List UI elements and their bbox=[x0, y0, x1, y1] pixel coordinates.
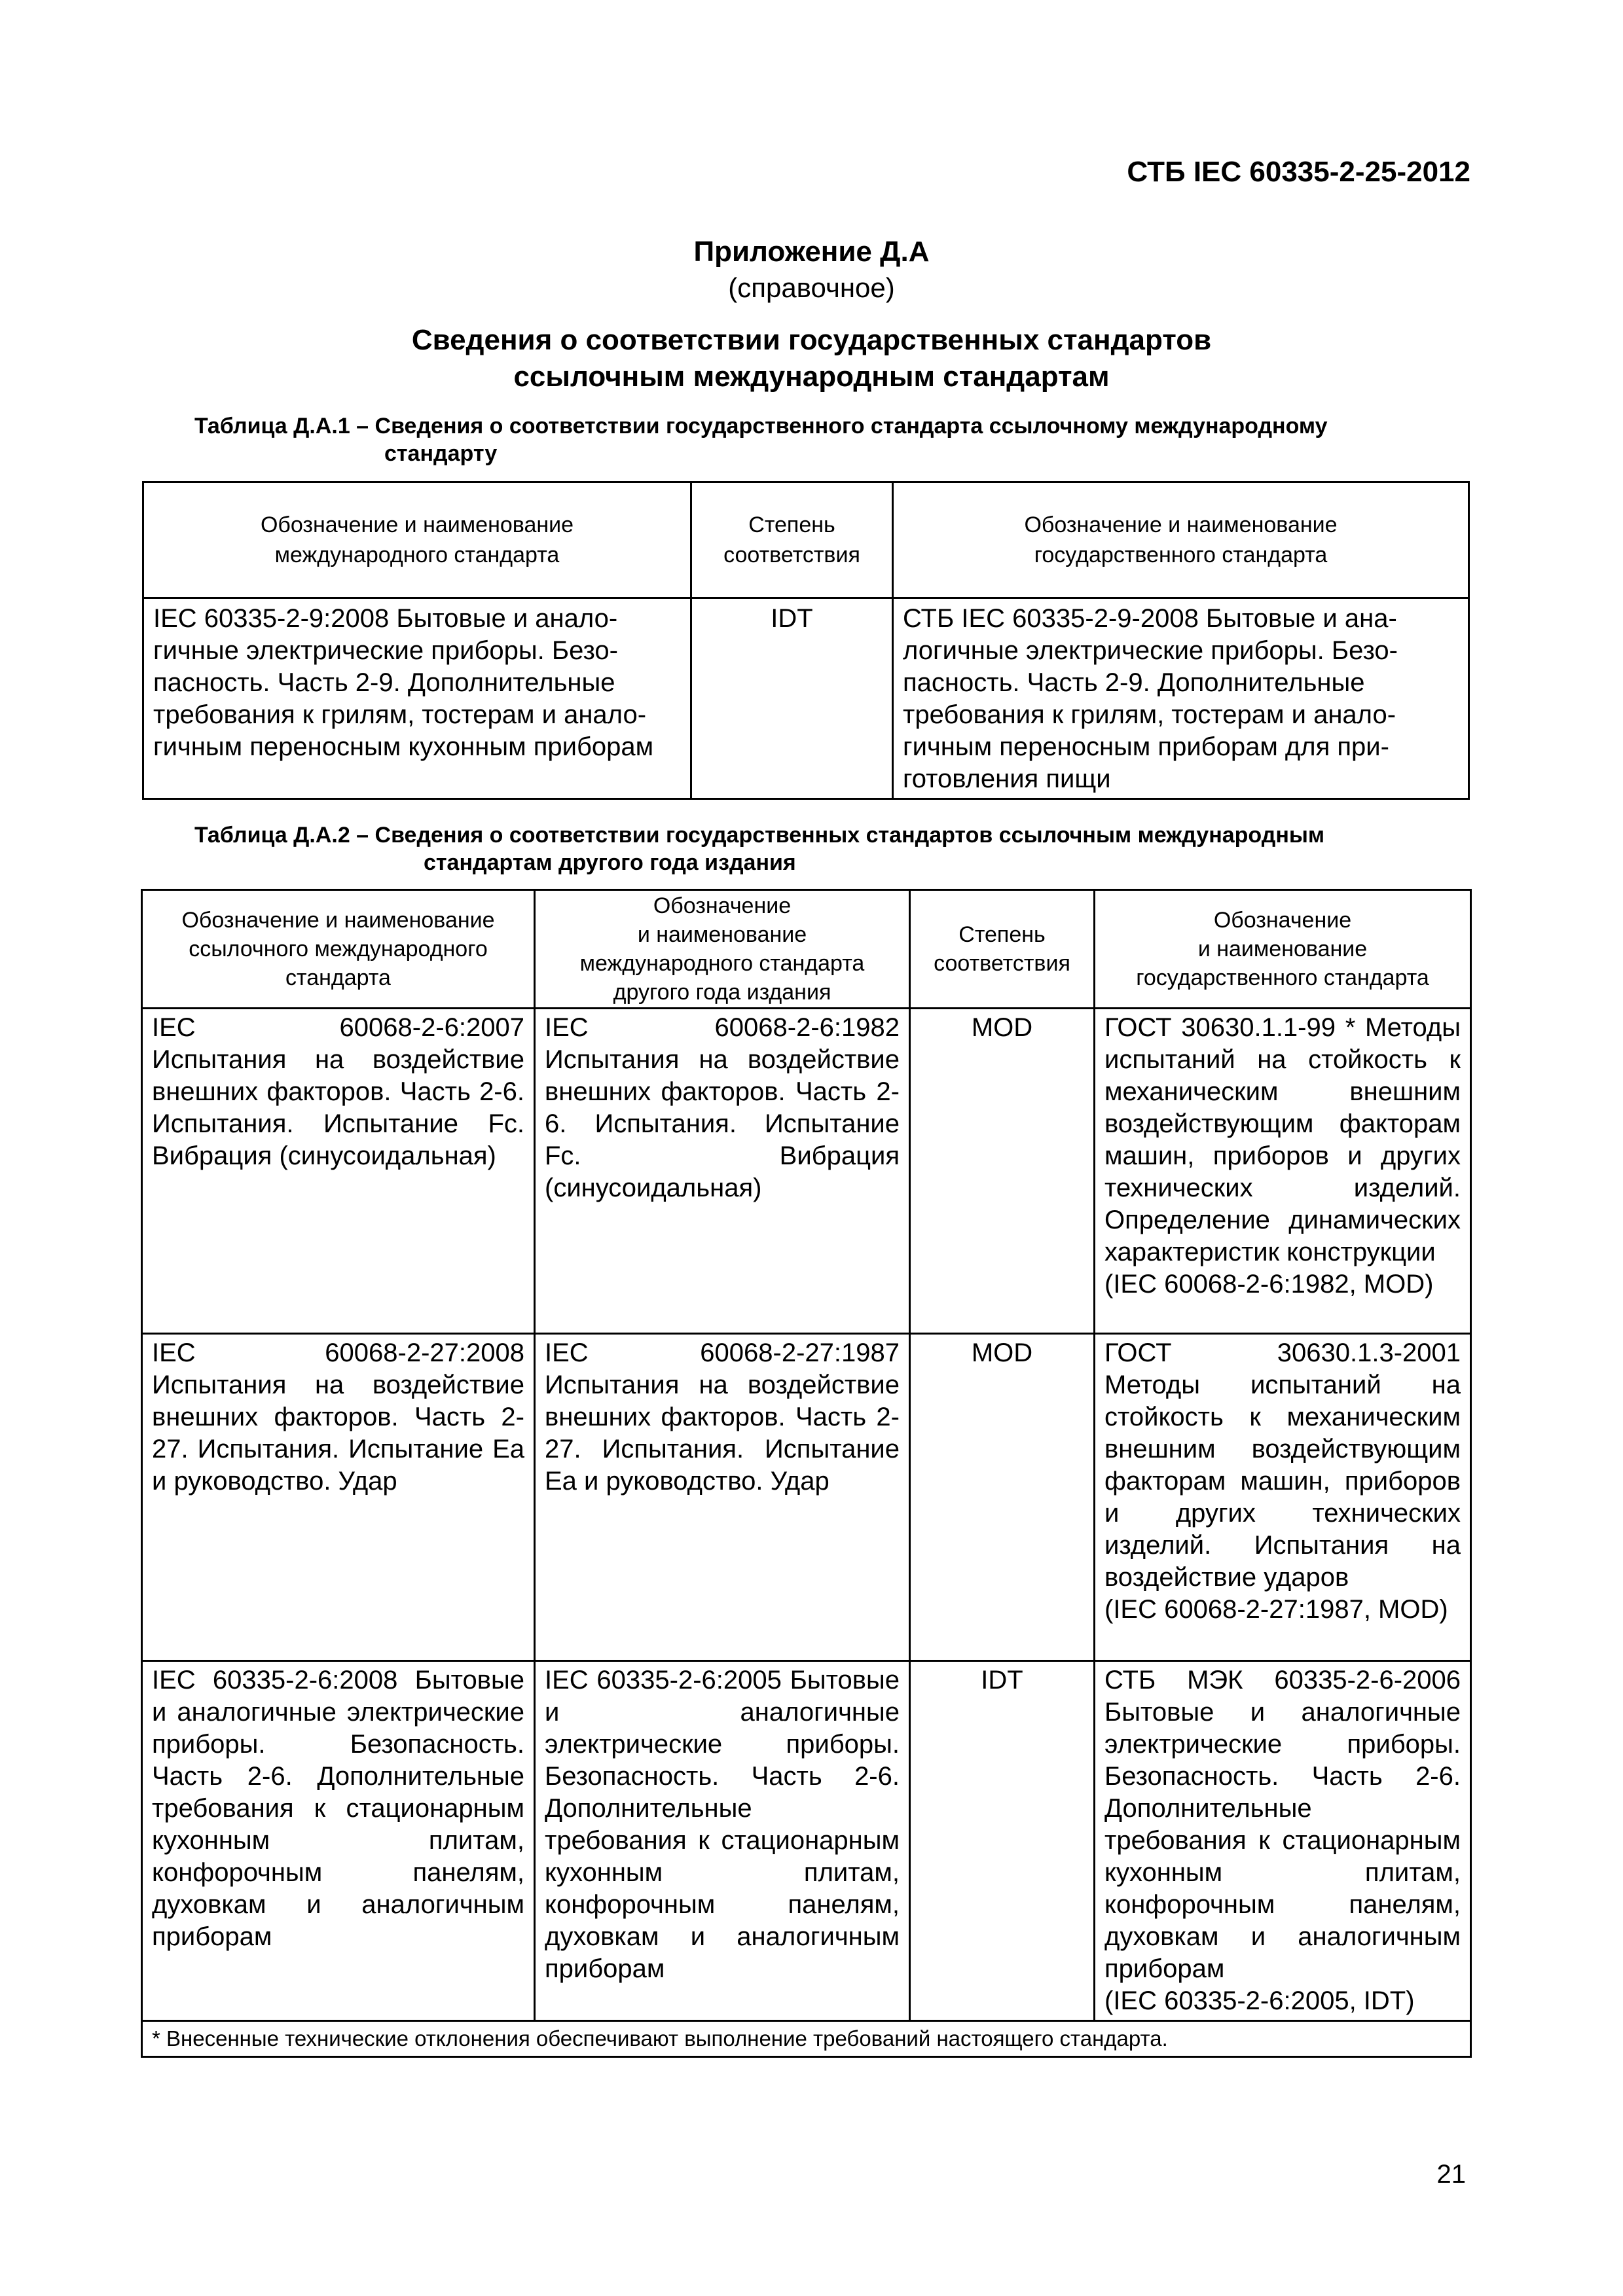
table2-cell-national bbox=[1095, 1661, 1471, 2021]
annex-title: Приложение Д.А bbox=[693, 236, 930, 268]
table2 bbox=[141, 889, 1472, 2058]
table1-header-national: Обозначение и наименование государственного стандарта bbox=[893, 482, 1469, 598]
annex-heading-line2: ссылочным международным стандартам bbox=[513, 361, 1110, 393]
annex-note: (справочное) bbox=[728, 272, 895, 303]
table1-header-degree: Степень соответствия bbox=[691, 482, 893, 598]
table2-header-degree: Степень соответствия bbox=[910, 890, 1095, 1009]
table2-national-ref: (IEC 60068-2-6:1982, MOD) bbox=[1104, 1270, 1434, 1299]
table1-cell-degree: IDT bbox=[691, 598, 893, 799]
page-number: 21 bbox=[1436, 2160, 1466, 2189]
table2-cell-other-year: IEC 60335-2-6:2005 Бытовые и аналогичные электрические приборы. Безопасность. Часть 2-6. Дополнительные требования к стационарным кухонным плитам, конфорочным панелям, духовкам и аналогичным приборам bbox=[535, 1661, 910, 2021]
table2-cell-other-year: IEC 60068-2-27:1987 Испытания на воздействие внешних факторов. Часть 2-27. Испытания. Испытание Ea и руководство. Удар bbox=[535, 1334, 910, 1661]
table1-header-international: Обозначение и наименование международного стандарта bbox=[143, 482, 691, 598]
annex-heading bbox=[0, 322, 1623, 395]
table2-footnote-row bbox=[142, 2021, 1471, 2057]
table2-header-national: Обозначение и наименование государственного стандарта bbox=[1095, 890, 1471, 1009]
annex-heading-line1: Сведения о соответствии государственных стандартов bbox=[411, 324, 1212, 356]
document-code: СТБ IEC 60335-2-25-2012 bbox=[1127, 156, 1470, 188]
table2-cell-national bbox=[1095, 1009, 1471, 1334]
table2-cell-referenced: IEC 60068-2-6:2007 Испытания на воздействие внешних факторов. Часть 2-6. Испытания. Испытание Fc. Вибрация (синусоидальная) bbox=[142, 1009, 535, 1334]
table2-cell-referenced: IEC 60068-2-27:2008 Испытания на воздействие внешних факторов. Часть 2-27. Испытания. Испытание Ea и руководство. Удар bbox=[142, 1334, 535, 1661]
table2-cell-degree: IDT bbox=[910, 1661, 1095, 2021]
table2-national-text: ГОСТ 30630.1.1-99 * Методы испытаний на стойкость к механическим внешним воздействующим факторам машин, приборов и других технических изделий. Определение динамических характеристик конструкции bbox=[1104, 1013, 1461, 1266]
table2-cell-national bbox=[1095, 1334, 1471, 1661]
table1-caption-line1: Таблица Д.А.1 – Сведения о соответствии государственного стандарта ссылочному международному bbox=[194, 414, 1328, 439]
table-row bbox=[142, 1334, 1471, 1661]
table-row bbox=[142, 1661, 1471, 2021]
table2-national-ref: (IEC 60335-2-6:2005, IDT) bbox=[1104, 1986, 1415, 2015]
table2-cell-degree: MOD bbox=[910, 1009, 1095, 1334]
table-row bbox=[142, 1009, 1471, 1334]
table1-caption bbox=[194, 412, 1471, 467]
table2-national-text: СТБ МЭК 60335-2-6-2006 Бытовые и аналогичные электрические приборы. Безопасность. Часть 2-6. Дополнительные требования к стационарным кухонным плитам, конфорочным панелям, духовкам и аналогичным приборам bbox=[1104, 1666, 1461, 1983]
table2-national-ref: (IEC 60068-2-27:1987, MOD) bbox=[1104, 1595, 1448, 1624]
table2-caption-line2: стандартам другого года издания bbox=[424, 850, 796, 875]
table1-cell-international: IEC 60335-2-9:2008 Бытовые и анало- гичные электрические приборы. Безо- пасность. Часть 2-9. Дополнительные требования к грилям, тостерам и анало- гичным переносным кухонным приборам bbox=[143, 598, 691, 799]
table2-cell-referenced: IEC 60335-2-6:2008 Бытовые и аналогичные электрические приборы. Безопасность. Часть 2-6. Дополнительные требования к стационарным кухонным плитам, конфорочным панелям, духовкам и аналогичным приборам bbox=[142, 1661, 535, 2021]
table2-cell-other-year: IEC 60068-2-6:1982 Испытания на воздействие внешних факторов. Часть 2-6. Испытания. Испытание Fc. Вибрация (синусоидальная) bbox=[535, 1009, 910, 1334]
table2-caption-line1: Таблица Д.А.2 – Сведения о соответствии государственных стандартов ссылочным международным bbox=[194, 823, 1325, 848]
table1 bbox=[142, 481, 1470, 800]
table2-header-referenced: Обозначение и наименование ссылочного международного стандарта bbox=[142, 890, 535, 1009]
table-row bbox=[143, 598, 1469, 799]
table2-header-row bbox=[142, 890, 1471, 1009]
table2-national-text: ГОСТ 30630.1.3-2001 Методы испытаний на стойкость к механическим внешним воздействующим факторам машин, приборов и других технических изделий. Испытания на воздействие ударов bbox=[1104, 1338, 1461, 1592]
table2-header-other-year: Обозначение и наименование международного стандарта другого года издания bbox=[535, 890, 910, 1009]
table2-cell-degree: MOD bbox=[910, 1334, 1095, 1661]
table2-caption bbox=[194, 821, 1471, 876]
table1-cell-national: СТБ IEC 60335-2-9-2008 Бытовые и ана- логичные электрические приборы. Безо- пасность. Часть 2-9. Дополнительные требования к грилям, тостерам и анало- гичным переносным приборам для при- готовления пищи bbox=[893, 598, 1469, 799]
table2-footnote: * Внесенные технические отклонения обеспечивают выполнение требований настоящего стандарта. bbox=[142, 2021, 1471, 2057]
table1-caption-line2: стандарту bbox=[384, 441, 498, 466]
table1-header-row bbox=[143, 482, 1469, 598]
